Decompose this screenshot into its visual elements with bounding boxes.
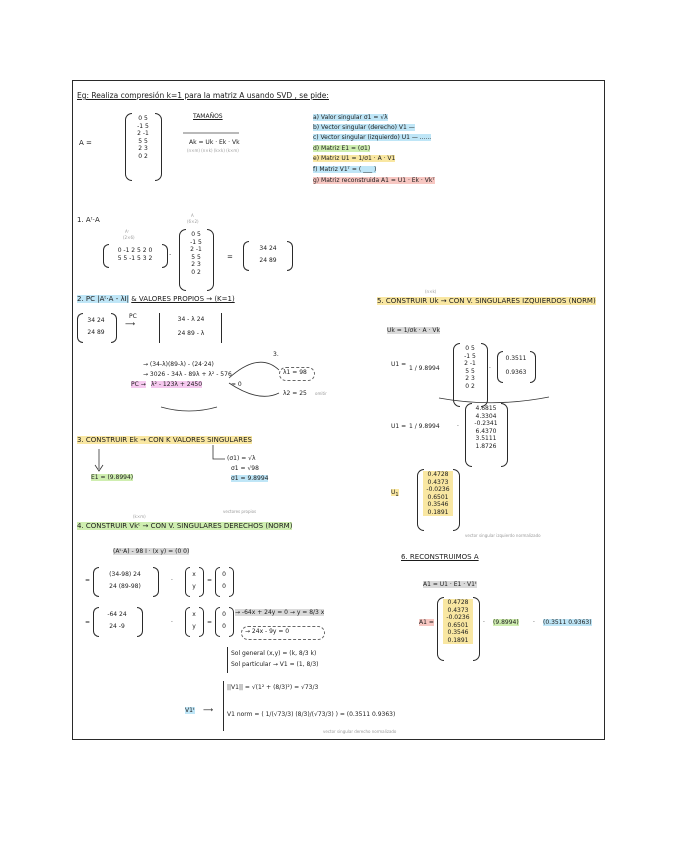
dot-5: · (457, 423, 459, 430)
request-g: g) Matriz reconstruida A1 = U1 · Ek · Vkᵀ (313, 177, 435, 184)
request-c: c) Vector singular (izquierdo) U1 — ...... (313, 134, 432, 141)
m1-values: (34-98) 24 24 (89-98) (109, 571, 141, 590)
u1-label-2: U1 = (391, 423, 407, 430)
dot-3: · (171, 619, 173, 626)
sketch-strokes (73, 81, 604, 739)
a1-e-value: (9.8994) (493, 619, 519, 626)
request-d: d) Matriz E1 = (σ1) (313, 145, 371, 152)
xy1-values: x y (192, 571, 196, 590)
dot-4: · (489, 365, 491, 372)
matrix-a-values: 0 5 -1 5 2 -1 5 5 2 3 0 2 (137, 115, 149, 160)
step4-title: 4. CONSTRUIR Vkᵗ → CON V. SINGULARES DERECHOS (NORM) (77, 522, 293, 530)
request-e: e) Matriz U1 = 1/σ1 · A · V1 (313, 155, 396, 162)
v1-norm-calc: ||V1|| = √(1² + (8/3)²) = √73/3 (227, 684, 319, 691)
v1-norm-result: V1 norm = ( 1/(√73/3) (8/3)/(√73/3) ) = (0.3511 0.9363) (227, 711, 396, 718)
step2-line2: → 3026 - 34λ - 89λ + λ² - 576 (143, 371, 232, 378)
z1-values: 0 0 (222, 571, 226, 590)
sol-general: Sol general (x,y) = (k, 8/3 k) (231, 650, 317, 657)
pc-eq-zero: = 0 (231, 381, 242, 388)
frac-2: 1 / 9.8994 (409, 423, 440, 430)
z2-values: 0 0 (222, 611, 226, 630)
pc-label: PC → (131, 381, 146, 388)
step2-line1: → (34-λ)(89-λ) - (24·24) (143, 361, 214, 368)
step2-title: 2. PC |Aᵗ·A - λI| & VALORES PROPIOS → (K=1) (77, 295, 235, 303)
step6-formula: A1 = U1 · E1 · V1ᵗ (423, 581, 477, 588)
lambda2: λ2 = 25 (283, 390, 307, 397)
dot: · (169, 251, 172, 259)
step4-note: vectores propios (223, 509, 257, 514)
step3-title: 3. CONSTRUIR Ek → CON K VALORES SINGULARES (77, 436, 252, 444)
lambda2-note: omitir (315, 391, 327, 396)
sigma-sqrt: σ1 = √98 (231, 465, 259, 472)
request-b: b) Vector singular (derecho) V1 — (313, 124, 415, 131)
v-values: 0.3511 0.9363 (505, 355, 527, 376)
at-dims: (2×6) (123, 235, 135, 240)
eq-a: → -64x + 24y = 0 → y = 8/3 x (235, 609, 325, 616)
size-formula: Ak = Uk · Ek · Vk (189, 139, 240, 146)
size-dims: (n×m) (n×k) (k×k) (k×m) (187, 148, 239, 153)
p-values: 4.6815 4.3304 -0.2341 6.4370 3.5111 1.8726 (474, 405, 498, 450)
m2-values: -64 24 24 -9 (107, 611, 127, 630)
a1-v-row: (0.3511 0.9363) (543, 619, 592, 626)
xy2-values: x y (192, 611, 196, 630)
matrix-a-label: A = (79, 139, 92, 147)
a1-u-values: 0.4728 0.4373 -0.0236 0.6501 0.3546 0.1891 (443, 599, 473, 644)
eq-sign-2: = (207, 577, 213, 584)
at-values: 0 -1 2 5 2 0 5 5 -1 5 3 2 (117, 247, 153, 262)
step4-eq1: (Aᵗ·A) - 98 I · (x y) = (0 0) (113, 548, 190, 555)
notes-page (72, 80, 605, 740)
dot-7: · (533, 619, 535, 626)
tamanos-heading: TAMAÑOS (193, 113, 223, 120)
v1-label: V1ᵗ (185, 707, 195, 714)
step1-title: 1. Aᵗ·A (77, 216, 100, 224)
det-values: 34 - λ 24 24 89 - λ (177, 316, 205, 337)
u1-label-1: U1 = (391, 361, 407, 368)
a-label-small: A (191, 213, 194, 218)
note-3: 3. (273, 351, 279, 358)
pc-equation: λ² - 123λ + 2450 (151, 381, 203, 388)
eq-sign-4: = (207, 619, 213, 626)
at-label: Aᵗ (125, 229, 129, 234)
u-values: 0.4728 0.4373 -0.0236 0.6501 0.3546 0.1891 (423, 471, 453, 516)
sigma-def: (σ1) = √λ (227, 455, 256, 462)
a1-label: A1 = (419, 619, 434, 626)
m-values: 34 24 24 89 (87, 317, 105, 336)
a-dims: (6×2) (187, 219, 199, 224)
dot-6: · (483, 619, 485, 626)
page-title: Eg: Realiza compresión k=1 para la matriz A usando SVD , se pide: (77, 91, 329, 100)
pc-arrow-label: PC (129, 313, 137, 320)
a3-values: 0 5 -1 5 2 -1 5 5 2 3 0 2 (464, 345, 476, 390)
step5-note: vector singular izquierdo normalizado (465, 533, 541, 538)
step5-formula: Uk = 1/σk · A · Vk (387, 327, 440, 334)
v1-arrow: ⟶ (203, 706, 214, 714)
request-a: a) Valor singular σ1 = √λ (313, 114, 388, 121)
sol-particular: Sol particular → V1 = (1, 8/3) (231, 661, 319, 668)
eq-sign-1: = (85, 577, 91, 584)
lambda1: λ1 = 98 (283, 369, 307, 376)
step6-title: 6. RECONSTRUIMOS A (401, 553, 479, 561)
ata-values: 34 24 24 89 (259, 245, 277, 264)
step4-dims: (k×m) (133, 514, 146, 519)
dot-2: · (171, 577, 173, 584)
u1-label-3: $U_1$ (391, 489, 399, 499)
frac-1: 1 / 9.8994 (409, 365, 440, 372)
step4-footnote: vector singular derecho normalizado (323, 729, 397, 734)
step5-dims: (n×k) (425, 289, 437, 294)
sigma-value: σ1 = 9.8994 (231, 475, 269, 482)
eq-b: → 24x - 9y = 0 (245, 628, 290, 635)
step5-title: 5. CONSTRUIR Uk → CON V. SINGULARES IZQUIERDOS (NORM) (377, 297, 596, 305)
step1-eq: = (227, 253, 233, 261)
a2-values: 0 5 -1 5 2 -1 5 5 2 3 0 2 (190, 231, 202, 276)
pc-arrow: ⟶ (125, 320, 136, 328)
eq-sign-3: = (85, 619, 91, 626)
request-f: f) Matriz V1ᵀ = ( ___ ) (313, 166, 377, 173)
e1-matrix: E1 = (9.8994) (91, 474, 134, 481)
